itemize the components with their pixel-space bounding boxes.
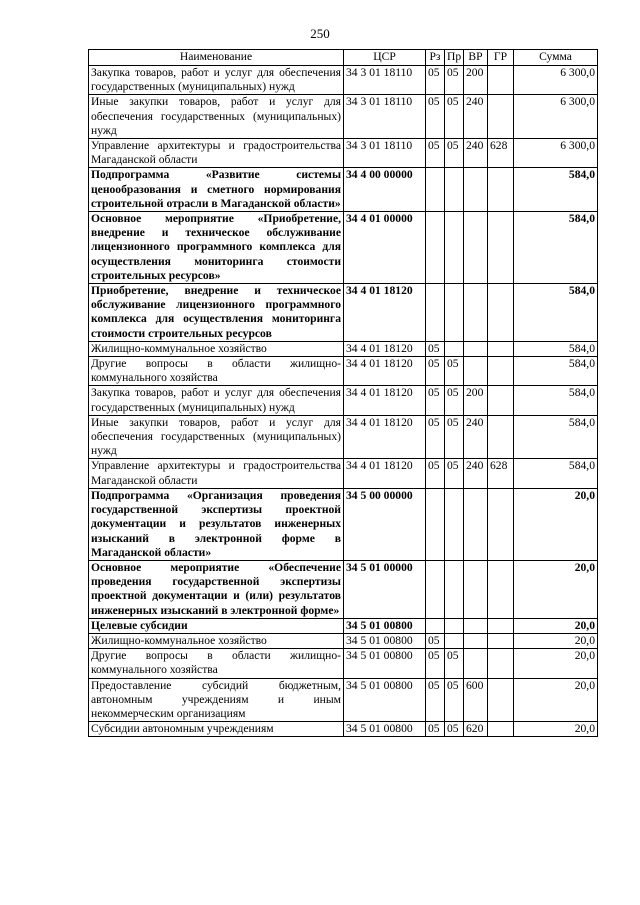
header-csr: ЦСР <box>344 50 426 66</box>
cell-gr <box>488 341 514 356</box>
cell-gr <box>488 633 514 648</box>
cell-csr: 34 5 01 00800 <box>344 633 426 648</box>
cell-vr: 240 <box>464 415 488 459</box>
cell-gr <box>488 357 514 386</box>
table-row <box>89 415 598 459</box>
cell-sum: 6 300,0 <box>514 139 598 168</box>
cell-sum: 6 300,0 <box>514 66 598 95</box>
cell-pr: 05 <box>445 459 464 488</box>
cell-pr: 05 <box>445 722 464 737</box>
cell-sum: 20,0 <box>514 678 598 722</box>
cell-csr: 34 4 01 18120 <box>344 284 426 342</box>
cell-sum: 20,0 <box>514 488 598 560</box>
cell-csr: 34 5 01 00800 <box>344 722 426 737</box>
cell-rz <box>426 212 445 284</box>
table-row <box>89 139 598 168</box>
cell-rz: 05 <box>426 357 445 386</box>
cell-gr: 628 <box>488 139 514 168</box>
cell-name: Другие вопросы в области жилищно-коммунального хозяйства <box>89 357 344 386</box>
cell-name: Предоставление субсидий бюджетным, автономным учреждениям и иным некоммерческим организациям <box>89 678 344 722</box>
cell-name: Управление архитектуры и градостроительства Магаданской области <box>89 139 344 168</box>
cell-sum: 20,0 <box>514 618 598 633</box>
cell-rz <box>426 168 445 212</box>
cell-sum: 20,0 <box>514 722 598 737</box>
cell-sum: 584,0 <box>514 168 598 212</box>
table-row <box>89 284 598 342</box>
cell-gr <box>488 386 514 415</box>
cell-pr <box>445 284 464 342</box>
table-header-row <box>89 50 598 66</box>
cell-csr: 34 5 00 00000 <box>344 488 426 560</box>
cell-pr: 05 <box>445 678 464 722</box>
cell-rz <box>426 284 445 342</box>
cell-name: Управление архитектуры и градостроительства Магаданской области <box>89 459 344 488</box>
table-row <box>89 386 598 415</box>
cell-rz <box>426 560 445 618</box>
cell-vr: 240 <box>464 95 488 139</box>
cell-name: Жилищно-коммунальное хозяйство <box>89 341 344 356</box>
cell-sum: 584,0 <box>514 459 598 488</box>
cell-pr <box>445 560 464 618</box>
cell-vr: 620 <box>464 722 488 737</box>
cell-csr: 34 5 01 00000 <box>344 560 426 618</box>
cell-csr: 34 4 01 18120 <box>344 415 426 459</box>
cell-pr: 05 <box>445 386 464 415</box>
cell-sum: 20,0 <box>514 649 598 678</box>
header-name: Наименование <box>89 50 344 66</box>
cell-csr: 34 5 01 00800 <box>344 649 426 678</box>
cell-vr <box>464 341 488 356</box>
cell-name: Основное мероприятие «Обеспечение проведения государственной экспертизы проектной документации и (или) результатов инженерных изысканий в электронной форме» <box>89 560 344 618</box>
cell-csr: 34 4 01 18120 <box>344 357 426 386</box>
cell-rz: 05 <box>426 459 445 488</box>
cell-name: Закупка товаров, работ и услуг для обеспечения государственных (муниципальных) нужд <box>89 386 344 415</box>
cell-sum: 584,0 <box>514 212 598 284</box>
table-row <box>89 633 598 648</box>
cell-csr: 34 4 01 00000 <box>344 212 426 284</box>
cell-sum: 584,0 <box>514 341 598 356</box>
table-row <box>89 357 598 386</box>
cell-sum: 584,0 <box>514 415 598 459</box>
table-row <box>89 560 598 618</box>
cell-vr: 600 <box>464 678 488 722</box>
cell-name: Подпрограмма «Развитие системы ценообразования и сметного нормирования строительной отрасли в Магаданской области» <box>89 168 344 212</box>
cell-sum: 584,0 <box>514 386 598 415</box>
table-row <box>89 212 598 284</box>
cell-gr <box>488 560 514 618</box>
cell-vr: 240 <box>464 139 488 168</box>
cell-pr: 05 <box>445 139 464 168</box>
page-number: 250 <box>310 26 330 41</box>
cell-vr <box>464 633 488 648</box>
cell-pr: 05 <box>445 415 464 459</box>
table-row <box>89 459 598 488</box>
cell-vr <box>464 560 488 618</box>
cell-gr: 628 <box>488 459 514 488</box>
header-sum: Сумма <box>514 50 598 66</box>
cell-gr <box>488 618 514 633</box>
cell-pr: 05 <box>445 95 464 139</box>
cell-csr: 34 3 01 18110 <box>344 95 426 139</box>
cell-rz <box>426 488 445 560</box>
cell-name: Иные закупки товаров, работ и услуг для обеспечения государственных (муниципальных) нужд <box>89 95 344 139</box>
cell-vr: 240 <box>464 459 488 488</box>
table-row <box>89 722 598 737</box>
cell-csr: 34 4 01 18120 <box>344 386 426 415</box>
table-row <box>89 678 598 722</box>
cell-rz: 05 <box>426 386 445 415</box>
cell-sum: 20,0 <box>514 633 598 648</box>
cell-pr: 05 <box>445 649 464 678</box>
cell-gr <box>488 722 514 737</box>
cell-name: Жилищно-коммунальное хозяйство <box>89 633 344 648</box>
table-row <box>89 649 598 678</box>
table-row <box>89 488 598 560</box>
cell-csr: 34 4 01 18120 <box>344 459 426 488</box>
cell-sum: 6 300,0 <box>514 95 598 139</box>
cell-vr <box>464 168 488 212</box>
cell-rz: 05 <box>426 415 445 459</box>
cell-name: Приобретение, внедрение и техническое обслуживание лицензионного программного комплекса для осуществления мониторинга стоимости строительных ресурсов <box>89 284 344 342</box>
cell-csr: 34 5 01 00800 <box>344 678 426 722</box>
cell-pr <box>445 212 464 284</box>
cell-pr <box>445 488 464 560</box>
cell-gr <box>488 284 514 342</box>
cell-gr <box>488 95 514 139</box>
cell-vr: 200 <box>464 66 488 95</box>
cell-rz: 05 <box>426 649 445 678</box>
cell-gr <box>488 212 514 284</box>
cell-gr <box>488 168 514 212</box>
cell-name: Субсидии автономным учреждениям <box>89 722 344 737</box>
cell-vr <box>464 488 488 560</box>
cell-rz: 05 <box>426 139 445 168</box>
cell-vr <box>464 212 488 284</box>
cell-vr: 200 <box>464 386 488 415</box>
cell-vr <box>464 357 488 386</box>
cell-rz: 05 <box>426 722 445 737</box>
cell-csr: 34 3 01 18110 <box>344 139 426 168</box>
header-pr: Пр <box>445 50 464 66</box>
table-row <box>89 66 598 95</box>
cell-name: Закупка товаров, работ и услуг для обеспечения государственных (муниципальных) нужд <box>89 66 344 95</box>
cell-rz: 05 <box>426 95 445 139</box>
cell-csr: 34 3 01 18110 <box>344 66 426 95</box>
cell-vr <box>464 618 488 633</box>
cell-sum: 584,0 <box>514 284 598 342</box>
cell-gr <box>488 678 514 722</box>
cell-pr <box>445 168 464 212</box>
cell-gr <box>488 66 514 95</box>
cell-sum: 20,0 <box>514 560 598 618</box>
cell-rz: 05 <box>426 66 445 95</box>
cell-rz <box>426 618 445 633</box>
cell-name: Другие вопросы в области жилищно-коммунального хозяйства <box>89 649 344 678</box>
table-row <box>89 618 598 633</box>
cell-csr: 34 4 01 18120 <box>344 341 426 356</box>
cell-sum: 584,0 <box>514 357 598 386</box>
cell-csr: 34 5 01 00800 <box>344 618 426 633</box>
cell-name: Подпрограмма «Организация проведения государственной экспертизы проектной документации и результатов инженерных изысканий в электронной форме в Магаданской области» <box>89 488 344 560</box>
budget-table <box>88 49 598 737</box>
header-rz: Рз <box>426 50 445 66</box>
cell-gr <box>488 649 514 678</box>
table-row <box>89 341 598 356</box>
table-row <box>89 168 598 212</box>
cell-gr <box>488 415 514 459</box>
cell-vr <box>464 284 488 342</box>
cell-vr <box>464 649 488 678</box>
cell-rz: 05 <box>426 341 445 356</box>
cell-pr: 05 <box>445 66 464 95</box>
cell-rz: 05 <box>426 678 445 722</box>
header-vr: ВР <box>464 50 488 66</box>
cell-rz: 05 <box>426 633 445 648</box>
table-row <box>89 95 598 139</box>
header-gr: ГР <box>488 50 514 66</box>
cell-pr <box>445 618 464 633</box>
cell-gr <box>488 488 514 560</box>
cell-name: Иные закупки товаров, работ и услуг для обеспечения государственных (муниципальных) нужд <box>89 415 344 459</box>
cell-pr: 05 <box>445 357 464 386</box>
cell-pr <box>445 633 464 648</box>
cell-name: Основное мероприятие «Приобретение, внедрение и техническое обслуживание лицензионного программного комплекса для осуществления мониторинга стоимости строительных ресурсов» <box>89 212 344 284</box>
cell-csr: 34 4 00 00000 <box>344 168 426 212</box>
cell-pr <box>445 341 464 356</box>
cell-name: Целевые субсидии <box>89 618 344 633</box>
